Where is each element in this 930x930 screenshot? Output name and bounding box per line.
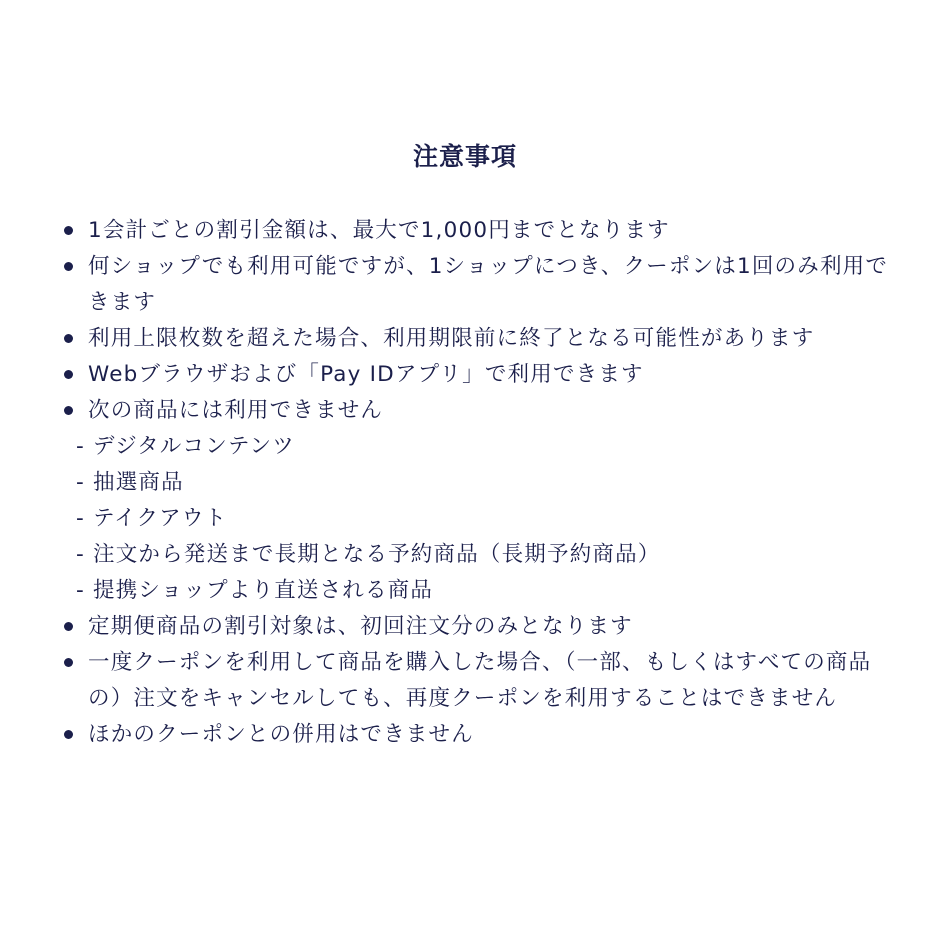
excluded-item-text: - テイクアウト — [76, 506, 228, 531]
notes-list — [62, 213, 892, 753]
excluded-item — [62, 465, 892, 501]
note-text: 定期便商品の割引対象は、初回注文分のみとなります — [88, 614, 633, 639]
excluded-item-text: - 注文から発送まで長期となる予約商品（長期予約商品） — [76, 542, 661, 567]
excluded-item-text: - 抽選商品 — [76, 470, 184, 495]
excluded-item — [62, 573, 892, 609]
excluded-item — [62, 429, 892, 465]
bullet-icon — [64, 226, 73, 235]
note-item — [62, 393, 892, 429]
note-text: 何ショップでも利用可能ですが、1ショップにつき、クーポンは1回のみ利用できます — [88, 254, 889, 315]
note-text: 1会計ごとの割引金額は、最大で1,000円までとなります — [88, 218, 670, 243]
bullet-icon — [64, 730, 73, 739]
note-text: Webブラウザおよび「Pay IDアプリ」で利用できます — [88, 362, 644, 387]
bullet-icon — [64, 658, 73, 667]
note-item — [62, 645, 892, 717]
note-text: 一度クーポンを利用して商品を購入した場合、（一部、もしくはすべての商品の）注文をキャンセルしても、再度クーポンを利用することはできません — [88, 650, 872, 711]
note-text: 利用上限枚数を超えた場合、利用期限前に終了となる可能性があります — [88, 326, 815, 351]
note-item — [62, 357, 892, 393]
page-title: 注意事項 — [412, 142, 517, 171]
excluded-item — [62, 537, 892, 573]
note-item — [62, 213, 892, 249]
note-text: 次の商品には利用できません — [88, 398, 384, 423]
bullet-icon — [64, 334, 73, 343]
excluded-item — [62, 501, 892, 537]
bullet-icon — [64, 406, 73, 415]
excluded-item-text: - 提携ショップより直送される商品 — [76, 578, 434, 603]
bullet-icon — [64, 622, 73, 631]
bullet-icon — [64, 370, 73, 379]
note-text: ほかのクーポンとの併用はできません — [88, 722, 474, 747]
note-item — [62, 321, 892, 357]
note-item — [62, 609, 892, 645]
note-item — [62, 717, 892, 753]
note-item — [62, 249, 892, 321]
bullet-icon — [64, 262, 73, 271]
excluded-item-text: - デジタルコンテンツ — [76, 434, 295, 459]
